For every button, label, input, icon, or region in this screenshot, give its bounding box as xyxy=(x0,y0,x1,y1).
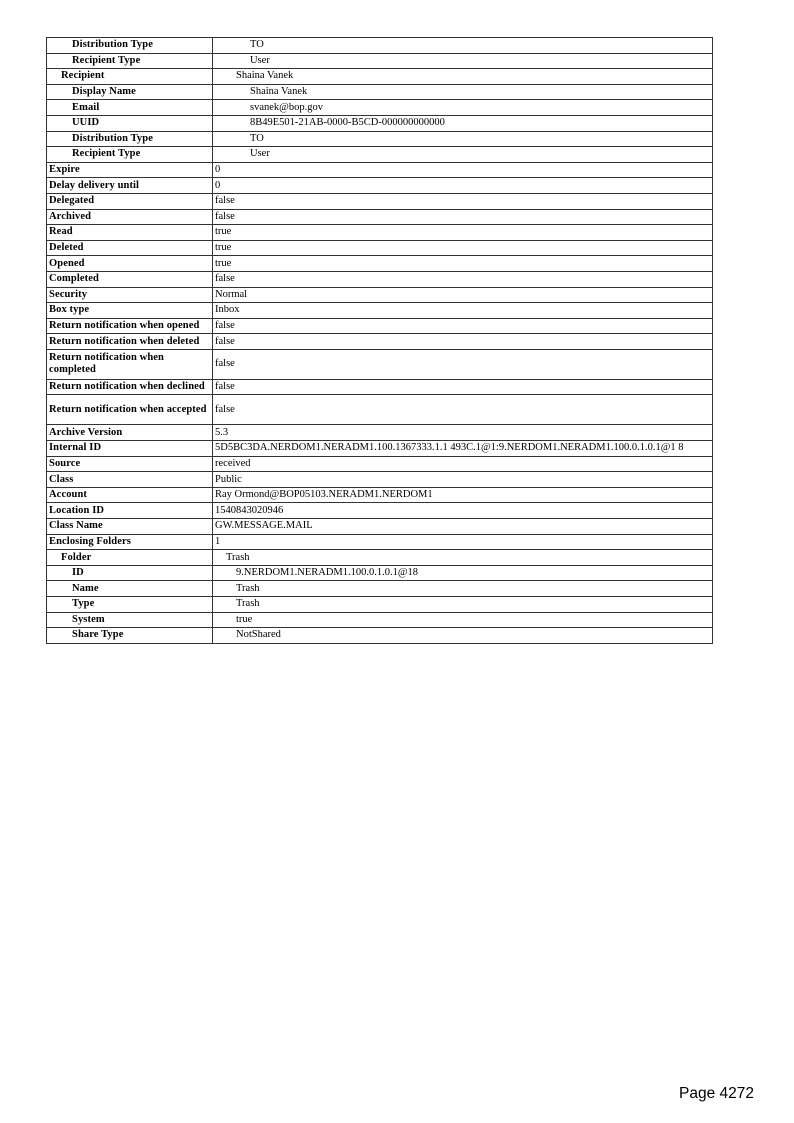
property-key: Return notification when opened xyxy=(47,318,213,334)
property-key: Delegated xyxy=(47,193,213,209)
table-row xyxy=(47,193,713,209)
table-row xyxy=(47,612,713,628)
property-key: Enclosing Folders xyxy=(47,534,213,550)
property-key: Email xyxy=(47,100,213,116)
table-row xyxy=(47,349,713,379)
property-value: true xyxy=(213,612,713,628)
table-row xyxy=(47,503,713,519)
property-value: 0 xyxy=(213,178,713,194)
property-value: false xyxy=(213,395,713,425)
table-row xyxy=(47,287,713,303)
property-value: false xyxy=(213,271,713,287)
property-value: 1 xyxy=(213,534,713,550)
table-row xyxy=(47,225,713,241)
property-value: Trash xyxy=(213,581,713,597)
table-row xyxy=(47,84,713,100)
table-row xyxy=(47,395,713,425)
properties-table xyxy=(46,37,713,644)
property-key: ID xyxy=(47,565,213,581)
property-value: Trash xyxy=(213,597,713,613)
table-row xyxy=(47,178,713,194)
property-value: false xyxy=(213,209,713,225)
table-row xyxy=(47,441,713,457)
property-value: false xyxy=(213,379,713,395)
property-key: Name xyxy=(47,581,213,597)
property-value: Shaina Vanek xyxy=(213,69,713,85)
table-row xyxy=(47,597,713,613)
property-key: Return notification when accepted xyxy=(47,395,213,425)
property-value: 5.3 xyxy=(213,425,713,441)
property-key: Return notification when declined xyxy=(47,379,213,395)
property-key: Recipient Type xyxy=(47,147,213,163)
property-key: Share Type xyxy=(47,628,213,644)
property-key: Expire xyxy=(47,162,213,178)
table-row xyxy=(47,240,713,256)
property-key: Return notification when completed xyxy=(47,349,213,379)
table-row xyxy=(47,69,713,85)
page-number: Page 4272 xyxy=(679,1085,754,1102)
property-value: 0 xyxy=(213,162,713,178)
table-row xyxy=(47,456,713,472)
table-row xyxy=(47,115,713,131)
property-value: Public xyxy=(213,472,713,488)
property-key: Class Name xyxy=(47,519,213,535)
property-value: TO xyxy=(213,38,713,54)
property-key: Source xyxy=(47,456,213,472)
property-key: Account xyxy=(47,487,213,503)
property-key: Return notification when deleted xyxy=(47,334,213,350)
property-value: received xyxy=(213,456,713,472)
property-key: Archive Version xyxy=(47,425,213,441)
property-value: Trash xyxy=(213,550,713,566)
table-row xyxy=(47,628,713,644)
property-value: true xyxy=(213,256,713,272)
table-row xyxy=(47,131,713,147)
property-key: Box type xyxy=(47,303,213,319)
property-key: Deleted xyxy=(47,240,213,256)
property-value: 8B49E501-21AB-0000-B5CD-000000000000 xyxy=(213,115,713,131)
property-value: false xyxy=(213,193,713,209)
property-value: GW.MESSAGE.MAIL xyxy=(213,519,713,535)
property-value: Normal xyxy=(213,287,713,303)
table-row xyxy=(47,487,713,503)
table-row xyxy=(47,318,713,334)
property-key: Delay delivery until xyxy=(47,178,213,194)
table-row xyxy=(47,271,713,287)
table-row xyxy=(47,581,713,597)
table-row xyxy=(47,550,713,566)
property-key: Class xyxy=(47,472,213,488)
table-row xyxy=(47,303,713,319)
property-value: 5D5BC3DA.NERDOM1.NERADM1.100.1367333.1.1 493C.1@1:9.NERDOM1.NERADM1.100.0.1.0.1@1 8 xyxy=(213,441,713,457)
property-value: 1540843020946 xyxy=(213,503,713,519)
table-row xyxy=(47,53,713,69)
table-row xyxy=(47,334,713,350)
table-row xyxy=(47,209,713,225)
property-value: false xyxy=(213,349,713,379)
property-value: false xyxy=(213,318,713,334)
table-row xyxy=(47,38,713,54)
table-row xyxy=(47,565,713,581)
property-value: true xyxy=(213,225,713,241)
table-row xyxy=(47,147,713,163)
property-value: User xyxy=(213,147,713,163)
property-key: Display Name xyxy=(47,84,213,100)
property-value: 9.NERDOM1.NERADM1.100.0.1.0.1@18 xyxy=(213,565,713,581)
property-value: Inbox xyxy=(213,303,713,319)
table-row xyxy=(47,519,713,535)
table-row xyxy=(47,162,713,178)
table-row xyxy=(47,256,713,272)
table-row xyxy=(47,534,713,550)
property-key: System xyxy=(47,612,213,628)
property-key: Security xyxy=(47,287,213,303)
property-value: TO xyxy=(213,131,713,147)
property-value: false xyxy=(213,334,713,350)
table-row xyxy=(47,425,713,441)
property-value: Ray Ormond@BOP05103.NERADM1.NERDOM1 xyxy=(213,487,713,503)
property-key: Type xyxy=(47,597,213,613)
property-value: User xyxy=(213,53,713,69)
property-key: Location ID xyxy=(47,503,213,519)
property-key: Internal ID xyxy=(47,441,213,457)
property-key: Distribution Type xyxy=(47,131,213,147)
property-key: Recipient Type xyxy=(47,53,213,69)
property-key: Archived xyxy=(47,209,213,225)
property-key: Folder xyxy=(47,550,213,566)
table-row xyxy=(47,100,713,116)
property-value: true xyxy=(213,240,713,256)
property-key: Distribution Type xyxy=(47,38,213,54)
property-value: NotShared xyxy=(213,628,713,644)
property-key: Recipient xyxy=(47,69,213,85)
table-row xyxy=(47,472,713,488)
property-key: UUID xyxy=(47,115,213,131)
table-row xyxy=(47,379,713,395)
property-value: Shaina Vanek xyxy=(213,84,713,100)
property-key: Read xyxy=(47,225,213,241)
property-value: svanek@bop.gov xyxy=(213,100,713,116)
property-key: Completed xyxy=(47,271,213,287)
property-key: Opened xyxy=(47,256,213,272)
